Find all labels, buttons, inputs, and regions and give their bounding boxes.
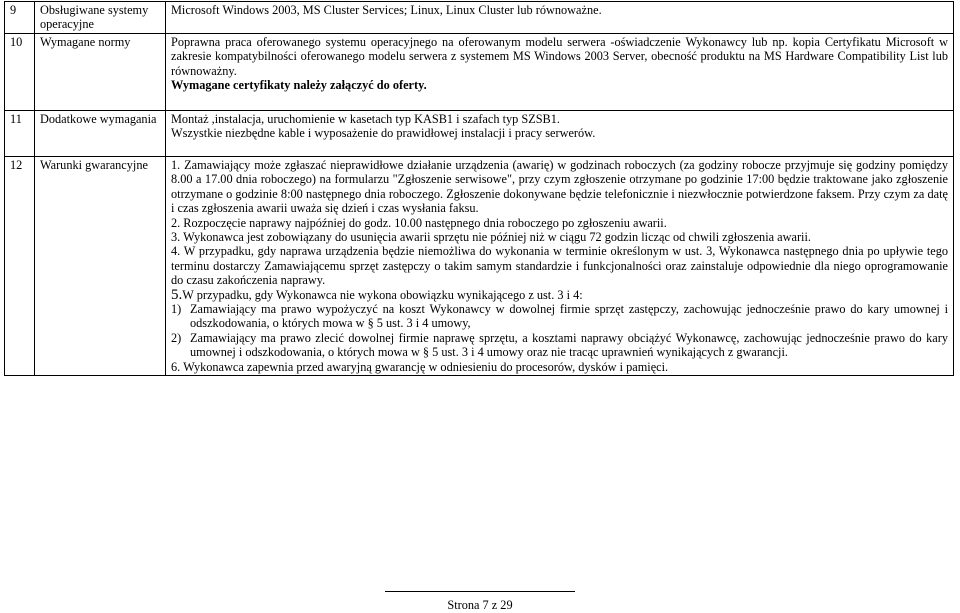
warranty-point: 2. Rozpoczęcie naprawy najpóźniej do godz. 10.00 następnego dnia roboczego po zgłoszeniu awarii. [171,215,667,230]
row-number: 12 [5,157,35,376]
row-description [166,34,954,111]
desc-text: Microsoft Windows 2003, MS Cluster Services; Linux, Linux Cluster lub równoważne. [171,3,602,17]
row-description [166,111,954,157]
warranty-point: 3. Wykonawca jest zobowiązany do usunięcia awarii sprzętu nie później niż w ciągu 72 godzin licząc od chwili zgłoszenia awarii. [171,230,811,245]
row-number: 9 [5,2,35,34]
list-marker: 1) [171,302,182,317]
list-item [171,302,948,331]
desc-text: Wszystkie niezbędne kable i wyposażenie do prawidłowej instalacji i pracy serwerów. [171,126,596,141]
row-number: 11 [5,111,35,157]
table-row [5,157,954,376]
footer-divider [385,591,575,592]
page-footer: Strona 7 z 29 [447,598,513,612]
warranty-point: 4. W przypadku, gdy naprawa urządzenia będzie niemożliwa do wykonania w terminie określonym w ust. 3, Wykonawca następnego dnia po upływie tego terminu dostarczy Zamawiającemu sprzęt zastępczy o takim samym standardzie i funkcjonalności oraz zainstaluje odpowiednie dla niego oprogramowanie do czasu zakończenia naprawy. [171,244,948,288]
desc-bold-note: Wymagane certyfikaty należy załączyć do oferty. [171,78,427,93]
table-row [5,34,954,111]
table-row [5,111,954,157]
list-text: Zamawiający ma prawo zlecić dowolnej firmie naprawę sprzętu, a kosztami naprawy obciążyć Wykonawcę, zachowując jednocześnie prawo do kary umownej i odszkodowania, o których mowa w § 5 ust. 3 i 4 umowy oraz nie tracąc uprawnień wynikających z gwarancji. [190,330,948,360]
row-label: Wymagane normy [35,34,166,111]
point-text: W przypadku, gdy Wykonawca nie wykona obowiązku wynikającego z ust. 3 i 4: [182,287,583,302]
warranty-point: 6. Wykonawca zapewnia przed awaryjną gwarancję w odniesieniu do procesorów, dysków i pamięci. [171,359,669,374]
desc-text: Poprawna praca oferowanego systemu operacyjnego na oferowanym modelu serwera -oświadczenie Wykonawcy lub np. kopia Certyfikatu Microsoft w zakresie kompatybilności oferowanego modelu serwera z systemem MS Windows 2003 Server, obecność produktu na MS Hardware Compatibility List lub równoważny. [171,35,948,78]
warranty-point: 1. Zamawiający może zgłaszać nieprawidłowe działanie urządzenia (awarię) w godzinach roboczych (za godziny robocze przyjmuje się godziny pomiędzy 8.00 a 17.00 dnia roboczego) na formularzu "Zgłoszenie serwisowe", przy czym zgłoszenie otrzymane po godzinie 17:00 będzie traktowane jako zgłoszenie otrzymane o godzinie 8:00 następnego dnia roboczego. Zgłoszenie dokonywane będzie telefonicznie i niezwłocznie potwierdzone faksem. Przy czym za datę i czas zgłoszenia awarii uważa się dzień i czas wysłania faksu. [171,158,948,216]
warranty-point [171,288,948,302]
row-label: Warunki gwarancyjne [35,157,166,376]
row-label: Obsługiwane systemy operacyjne [35,2,166,34]
list-text: Zamawiający ma prawo wypożyczyć na koszt Wykonawcy w dowolnej firmie sprzęt zastępczy, zachowując jednocześnie prawo do kary umownej i odszkodowania, o których mowa w § 5 ust. 3 i 4 umowy, [190,302,948,331]
list-item [171,331,948,360]
desc-text: Montaż ,instalacja, uruchomienie w kasetach typ KASB1 i szafach typ SZSB1. [171,112,560,126]
row-description [166,2,954,34]
spec-table [4,1,954,376]
row-description [166,157,954,376]
point-number: 5. [171,286,183,303]
list-marker: 2) [171,330,182,345]
row-number: 10 [5,34,35,111]
table-row [5,2,954,34]
row-label: Dodatkowe wymagania [35,111,166,157]
